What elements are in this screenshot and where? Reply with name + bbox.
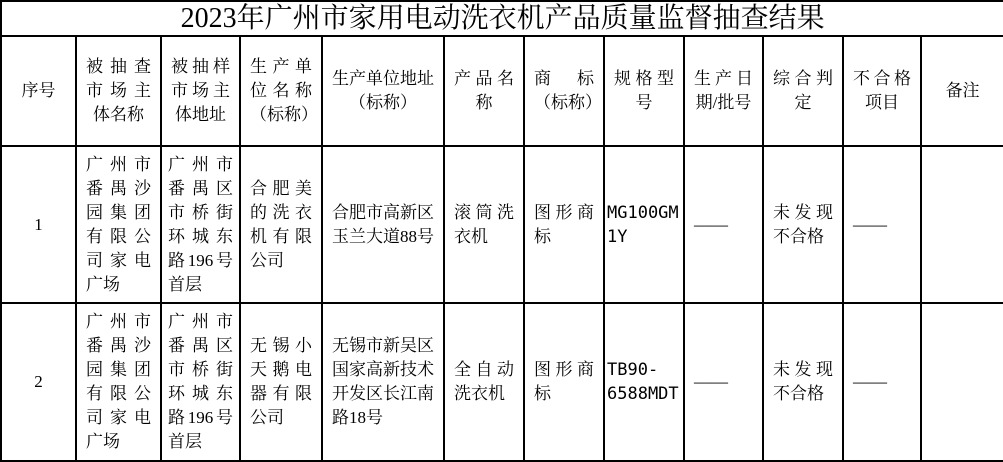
cell-product-name: 全自动洗衣机 (444, 303, 524, 461)
cell-inspected-market-entity-name: 广州市番禺沙园集团有限公司家电广场 (76, 303, 161, 461)
column-header-sampled-market-entity-address: 被抽样市场主体地址 (161, 36, 240, 146)
table-row (1, 146, 1003, 303)
cell-sampled-market-entity-address: 广州市番禺区市桥街环城东路196号首层 (161, 303, 240, 461)
cell-failed-items: —— (843, 146, 921, 303)
column-header-trademark: 商标（标称） (524, 36, 604, 146)
cell-manufacturer-address: 合肥市高新区玉兰大道88号 (322, 146, 444, 303)
cell-sampled-market-entity-address: 广州市番禺区市桥街环城东路196号首层 (161, 146, 240, 303)
column-header-remarks: 备注 (921, 36, 1003, 146)
cell-overall-judgment: 未发现不合格 (763, 303, 843, 461)
cell-spec-model: TB90-6588MDT (604, 303, 684, 461)
cell-trademark: 图形商标 (524, 146, 604, 303)
column-header-product-name: 产品名称 (444, 36, 524, 146)
column-header-serial-number: 序号 (1, 36, 76, 146)
cell-production-date-batch: —— (684, 146, 763, 303)
cell-remarks (921, 146, 1003, 303)
column-header-failed-items: 不合格项目 (843, 36, 921, 146)
cell-serial-number: 2 (1, 303, 76, 461)
cell-spec-model: MG100GM1Y (604, 146, 684, 303)
cell-manufacturer-name: 无锡小天鹅电器有限公司 (240, 303, 322, 461)
table-row (1, 303, 1003, 461)
column-header-inspected-market-entity-name: 被抽查市场主体名称 (76, 36, 161, 146)
column-header-manufacturer-address: 生产单位地址（标称） (322, 36, 444, 146)
cell-remarks (921, 303, 1003, 461)
column-header-manufacturer-name: 生产单位名称（标称） (240, 36, 322, 146)
cell-production-date-batch: —— (684, 303, 763, 461)
cell-inspected-market-entity-name: 广州市番禺沙园集团有限公司家电广场 (76, 146, 161, 303)
cell-failed-items: —— (843, 303, 921, 461)
column-header-production-date-batch: 生产日期/批号 (684, 36, 763, 146)
cell-manufacturer-address: 无锡市新吴区国家高新技术开发区长江南路18号 (322, 303, 444, 461)
cell-trademark: 图形商标 (524, 303, 604, 461)
cell-manufacturer-name: 合肥美的洗衣机有限公司 (240, 146, 322, 303)
cell-serial-number: 1 (1, 146, 76, 303)
column-header-overall-judgment: 综合判定 (763, 36, 843, 146)
page-title: 2023年广州市家用电动洗衣机产品质量监督抽查结果 (1, 1, 1003, 36)
cell-product-name: 滚筒洗衣机 (444, 146, 524, 303)
title-row (1, 1, 1003, 36)
column-header-spec-model: 规格型号 (604, 36, 684, 146)
column-header-row (1, 36, 1003, 146)
cell-overall-judgment: 未发现不合格 (763, 146, 843, 303)
